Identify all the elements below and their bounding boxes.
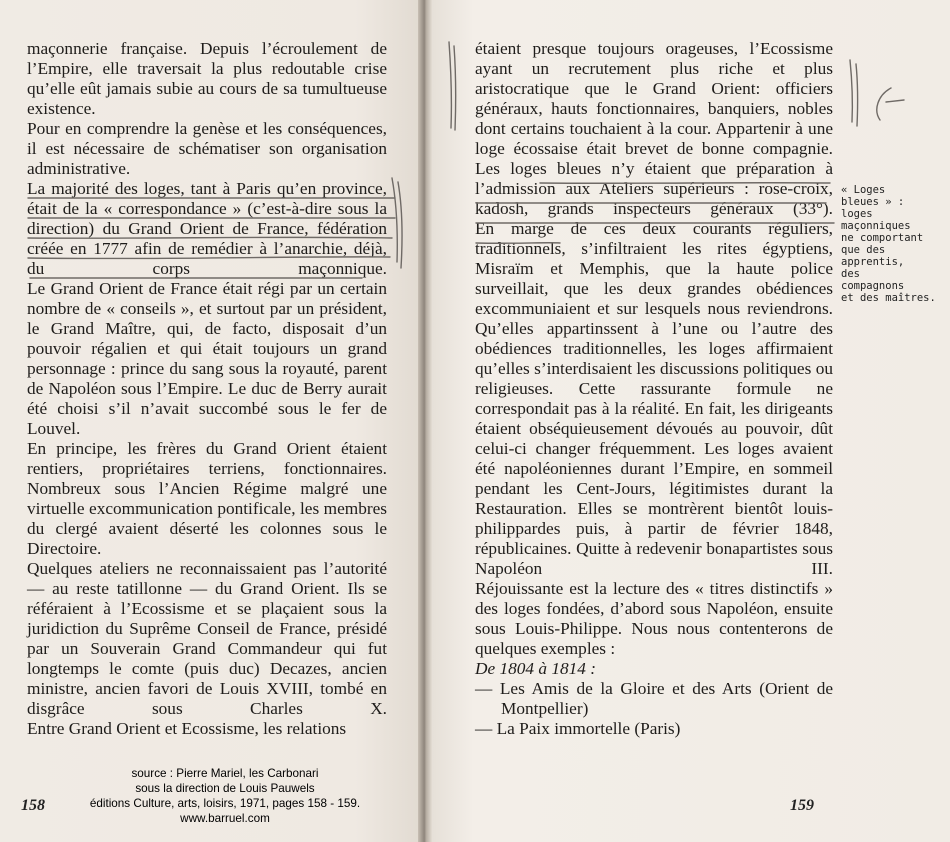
- margin-note-line: « Loges: [841, 184, 886, 196]
- paragraph: Réjouissante est la lecture des « titres distinctifs » des loges fondées, d’abord sous Napoléon, ensuite sous Louis-Philippe. Nous nous contenterons de quelques exemples :: [475, 579, 833, 658]
- margin-note-line: compagnons: [841, 280, 905, 292]
- margin-note-line: ne comportant: [841, 232, 924, 244]
- source-line: sous la direction de Louis Pauwels: [135, 782, 315, 795]
- paragraph: En principe, les frères du Grand Orient étaient rentiers, propriétaires terriens, fonctionnaires. Nombreux sous l’Ancien Régime malgré une virtuelle excommunication pontificale, les membres du clergé avaient déserté les colonnes sous le Directoire.: [27, 439, 387, 558]
- paragraph: Quelques ateliers ne reconnaissaient pas l’autorité — au reste tatillonne — du Grand Orient. Ils se référaient à l’Ecossisme et se plaçaient sous la juridiction du Suprême Conseil de France, présidé par un Souverain Grand Commandeur qui fut longtemps le comte (puis duc) Decazes, ancien ministre, ancien favori de Louis XVIII, tombé en disgrâce sous Charles X.: [27, 559, 387, 718]
- source-line: source : Pierre Mariel, les Carbonari: [131, 767, 319, 780]
- margin-note-line: loges: [841, 208, 873, 220]
- right-page-text: [475, 39, 833, 739]
- list-item: — La Paix immortelle (Paris): [475, 719, 681, 738]
- paragraph: Entre Grand Orient et Ecossisme, les relations: [27, 719, 347, 738]
- paragraph: Pour en comprendre la genèse et les conséquences, il est nécessaire de schématiser son organisation administrative.: [27, 119, 387, 178]
- page-number-right: 159: [790, 797, 814, 814]
- paragraph: maçonnerie française. Depuis l’écroulement de l’Empire, elle traversait la plus redoutable crise qu’elle eût jamais subie au cours de sa tumultueuse existence.: [27, 39, 387, 118]
- source-line: éditions Culture, arts, loisirs, 1971, pages 158 - 159.: [89, 797, 361, 810]
- paragraph: Qu’elles appartinssent à l’une ou l’autre des obédiences traditionnelles, les loges affirmaient qu’elles s’interdisaient les discussions politiques ou religieuses. Cette rassurante formule ne correspondait pas à la réalité. En fait, les dirigeants étaient obséquieusement dévoués au pouvoir, dût celui-ci changer fréquemment. Les loges avaient été napoléoniennes durant l’Empire, en sommeil pendant les Cent-Jours, légitimistes durant la Restauration. Elles se montrèrent bientôt louis-philippardes puis, à partir de février 1848, républicaines. Quitte à redevenir bonapartistes sous Napoléon III.: [475, 319, 833, 578]
- margin-note-line: que des: [841, 244, 886, 256]
- source-line: www.barruel.com: [180, 812, 270, 825]
- margin-note: [841, 184, 941, 304]
- list-item: — Les Amis de la Gloire et des Arts (Orient de Montpellier): [475, 679, 833, 718]
- paragraph: La majorité des loges, tant à Paris qu’en province, était de la « correspondance » (c’est-à-dire sous la direction) du Grand Orient de France, fédération créée en 1777 afin de remédier à l’anarchie, déjà, du corps maçonnique.: [27, 179, 387, 278]
- book-gutter: [418, 0, 432, 842]
- margin-note-line: apprentis,: [841, 256, 905, 268]
- paragraph: étaient presque toujours orageuses, l’Ecossisme ayant un recrutement plus riche et plus aristocratique que le Grand Orient: officiers généraux, hauts fonctionnaires, banquiers, nobles dont certains touchaient à la cour. Appartenir à une loge écossaise était brevet de bonne compagnie. Les loges bleues n’y étaient que préparation à l’admission aux Ateliers supérieurs : rose-croix, kadosh, grands inspecteurs généraux (33°).: [475, 39, 833, 218]
- margin-note-line: maçonniques: [841, 220, 911, 232]
- page-number-left: 158: [21, 797, 45, 814]
- paragraph: Le Grand Orient de France était régi par un certain nombre de « conseils », et surtout par un président, le Grand Maître, qui, de facto, disposait d’un pouvoir régalien et qui était toujours un grand personnage : prince du sang sous la royauté, parent de Napoléon sous l’Empire. Le duc de Berry aurait été choisi s’il n’avait succombé sous le fer de Louvel.: [27, 279, 387, 438]
- left-page-text: [27, 39, 387, 739]
- margin-note-line: et des maîtres.: [841, 292, 936, 304]
- margin-note-line: bleues » :: [841, 196, 905, 208]
- period-heading: De 1804 à 1814 :: [475, 659, 596, 678]
- margin-note-line: des: [841, 268, 860, 280]
- paragraph: En marge de ces deux courants réguliers, traditionnels, s’infiltraient les rites égyptiens, Misraïm et Memphis, que la haute police surveillait, que les deux grandes obédiences excommuniaient et sur lesquels nous reviendrons.: [475, 219, 833, 318]
- source-caption: [70, 766, 380, 826]
